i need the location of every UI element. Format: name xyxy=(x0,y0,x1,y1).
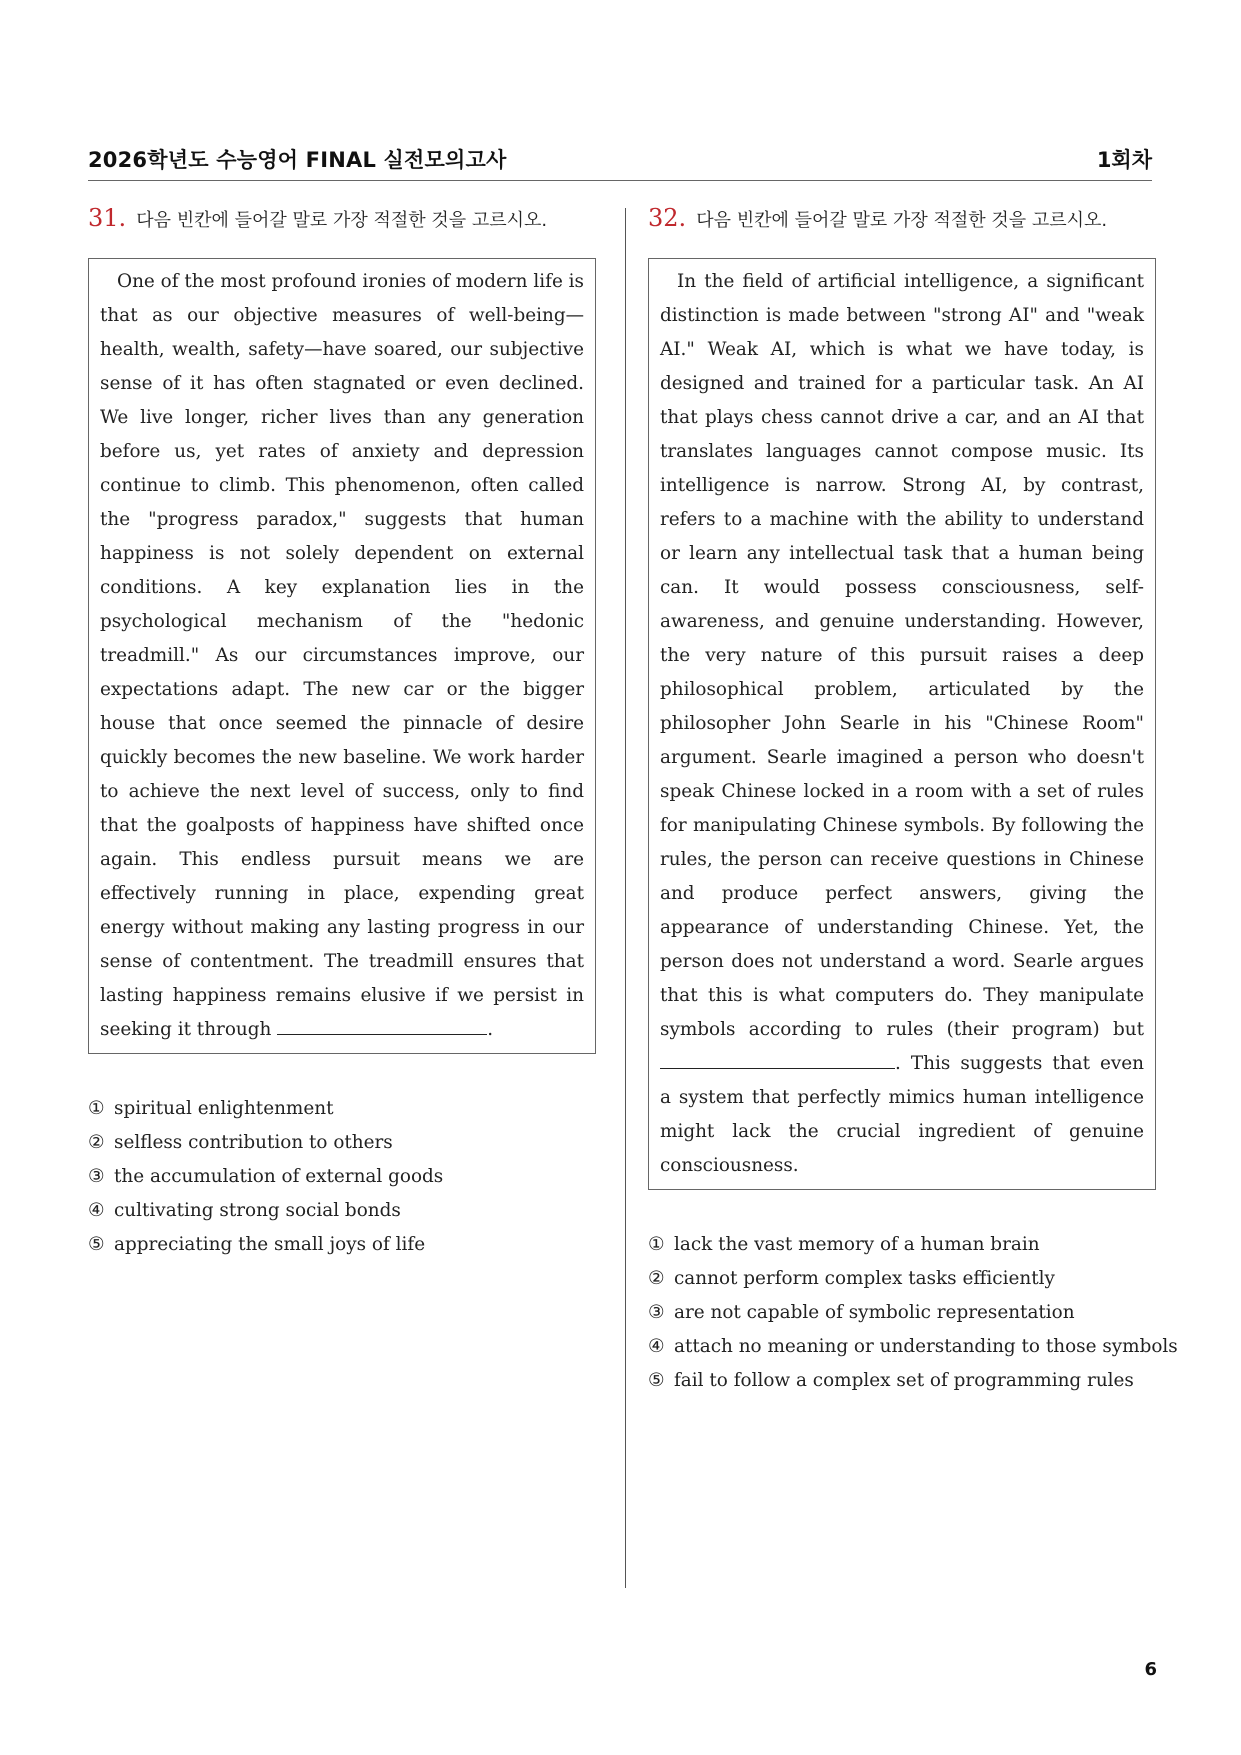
choice-text: the accumulation of external goods xyxy=(114,1166,444,1187)
question-number: 32. xyxy=(648,204,687,232)
choice-1[interactable] xyxy=(648,1228,1156,1262)
choice-1[interactable] xyxy=(88,1092,596,1126)
choice-4[interactable] xyxy=(88,1194,596,1228)
choice-number: ② xyxy=(648,1268,665,1289)
answer-blank xyxy=(277,1014,487,1035)
choice-2[interactable] xyxy=(88,1126,596,1160)
question-heading xyxy=(648,204,1156,238)
question-prompt: 다음 빈칸에 들어갈 말로 가장 적절한 것을 고르시오. xyxy=(696,210,1108,231)
passage-before-blank: In the field of artificial intelligence, a significant distinction is made between "strong AI" and "weak AI." Weak AI, which is what we have today, is designed and trained for a particular task. An AI that plays chess cannot drive a car, and an AI that translates languages cannot compose music. Its intelligence is narrow. Strong AI, by contrast, refers to a machine with the ability to understand or learn any intellectual task that a human being can. It would possess consciousness, self-awareness, and genuine understanding. However, the very nature of this pursuit raises a deep philosophical problem, articulated by the philosopher John Searle in his "Chinese Room" argument. Searle imagined a person who doesn't speak Chinese locked in a room with a set of rules for manipulating Chinese symbols. By following the rules, the person can receive questions in Chinese and produce perfect answers, giving the appearance of understanding Chinese. Yet, the person does not understand a word. Searle argues that this is what computers do. They manipulate symbols according to rules (their program) but xyxy=(660,271,1144,1040)
page-number: 6 xyxy=(1144,1659,1157,1680)
choice-3[interactable] xyxy=(88,1160,596,1194)
choice-number: ⑤ xyxy=(648,1370,665,1391)
choice-4[interactable] xyxy=(648,1330,1178,1364)
question-heading xyxy=(88,204,596,238)
column-divider xyxy=(625,208,626,1588)
answer-blank xyxy=(660,1048,895,1069)
passage-text xyxy=(660,265,1144,1183)
choice-text: appreciating the small joys of life xyxy=(114,1234,426,1255)
exam-title: 2026학년도 수능영어 FINAL 실전모의고사 xyxy=(88,148,507,172)
choice-number: ④ xyxy=(648,1336,665,1357)
choice-5[interactable] xyxy=(648,1364,1156,1398)
choice-number: ① xyxy=(648,1234,665,1255)
choice-3[interactable] xyxy=(648,1296,1156,1330)
passage-box xyxy=(648,258,1156,1190)
passage-box xyxy=(88,258,596,1054)
page-header xyxy=(88,140,1152,181)
choice-number: ① xyxy=(88,1098,105,1119)
passage-before-blank: One of the most profound ironies of modern life is that as our objective measures of well-being—health, wealth, safety—have soared, our subjective sense of it has often stagnated or even declined. We live longer, richer lives than any generation before us, yet rates of anxiety and depression continue to climb. This phenomenon, often called the "progress paradox," suggests that human happiness is not solely dependent on external conditions. A key explanation lies in the psychological mechanism of the "hedonic treadmill." As our circumstances improve, our expectations adapt. The new car or the bigger house that once seemed the pinnacle of desire quickly becomes the new baseline. We work harder to achieve the next level of success, only to find that the goalposts of happiness have shifted once again. This endless pursuit means we are effectively running in place, expending great energy without making any lasting progress in our sense of contentment. The treadmill ensures that lasting happiness remains elusive if we persist in seeking it through xyxy=(100,271,584,1040)
question-32 xyxy=(648,204,1178,1398)
choice-text: attach no meaning or understanding to those symbols xyxy=(674,1336,1178,1357)
choice-text: are not capable of symbolic representation xyxy=(674,1302,1075,1323)
choice-text: lack the vast memory of a human brain xyxy=(674,1234,1040,1255)
answer-choices xyxy=(88,1092,596,1262)
choice-2[interactable] xyxy=(648,1262,1156,1296)
passage-after-blank: . This suggests that even a system that perfectly mimics human intelligence might lack the crucial ingredient of genuine consciousness. xyxy=(660,1053,1144,1176)
choice-number: ③ xyxy=(88,1166,105,1187)
choice-text: cannot perform complex tasks efficiently xyxy=(674,1268,1055,1289)
choice-text: spiritual enlightenment xyxy=(114,1098,334,1119)
answer-choices xyxy=(648,1228,1178,1398)
question-number: 31. xyxy=(88,204,127,232)
passage-after-blank: . xyxy=(487,1019,494,1040)
choice-number: ② xyxy=(88,1132,105,1153)
choice-number: ⑤ xyxy=(88,1234,105,1255)
exam-round: 1회차 xyxy=(1096,148,1152,172)
question-prompt: 다음 빈칸에 들어갈 말로 가장 적절한 것을 고르시오. xyxy=(136,210,548,231)
choice-text: fail to follow a complex set of programming rules xyxy=(674,1370,1134,1391)
choice-text: selfless contribution to others xyxy=(114,1132,393,1153)
choice-number: ④ xyxy=(88,1200,105,1221)
question-31 xyxy=(88,204,596,1262)
passage-text xyxy=(100,265,584,1047)
choice-5[interactable] xyxy=(88,1228,596,1262)
choice-text: cultivating strong social bonds xyxy=(114,1200,401,1221)
choice-number: ③ xyxy=(648,1302,665,1323)
